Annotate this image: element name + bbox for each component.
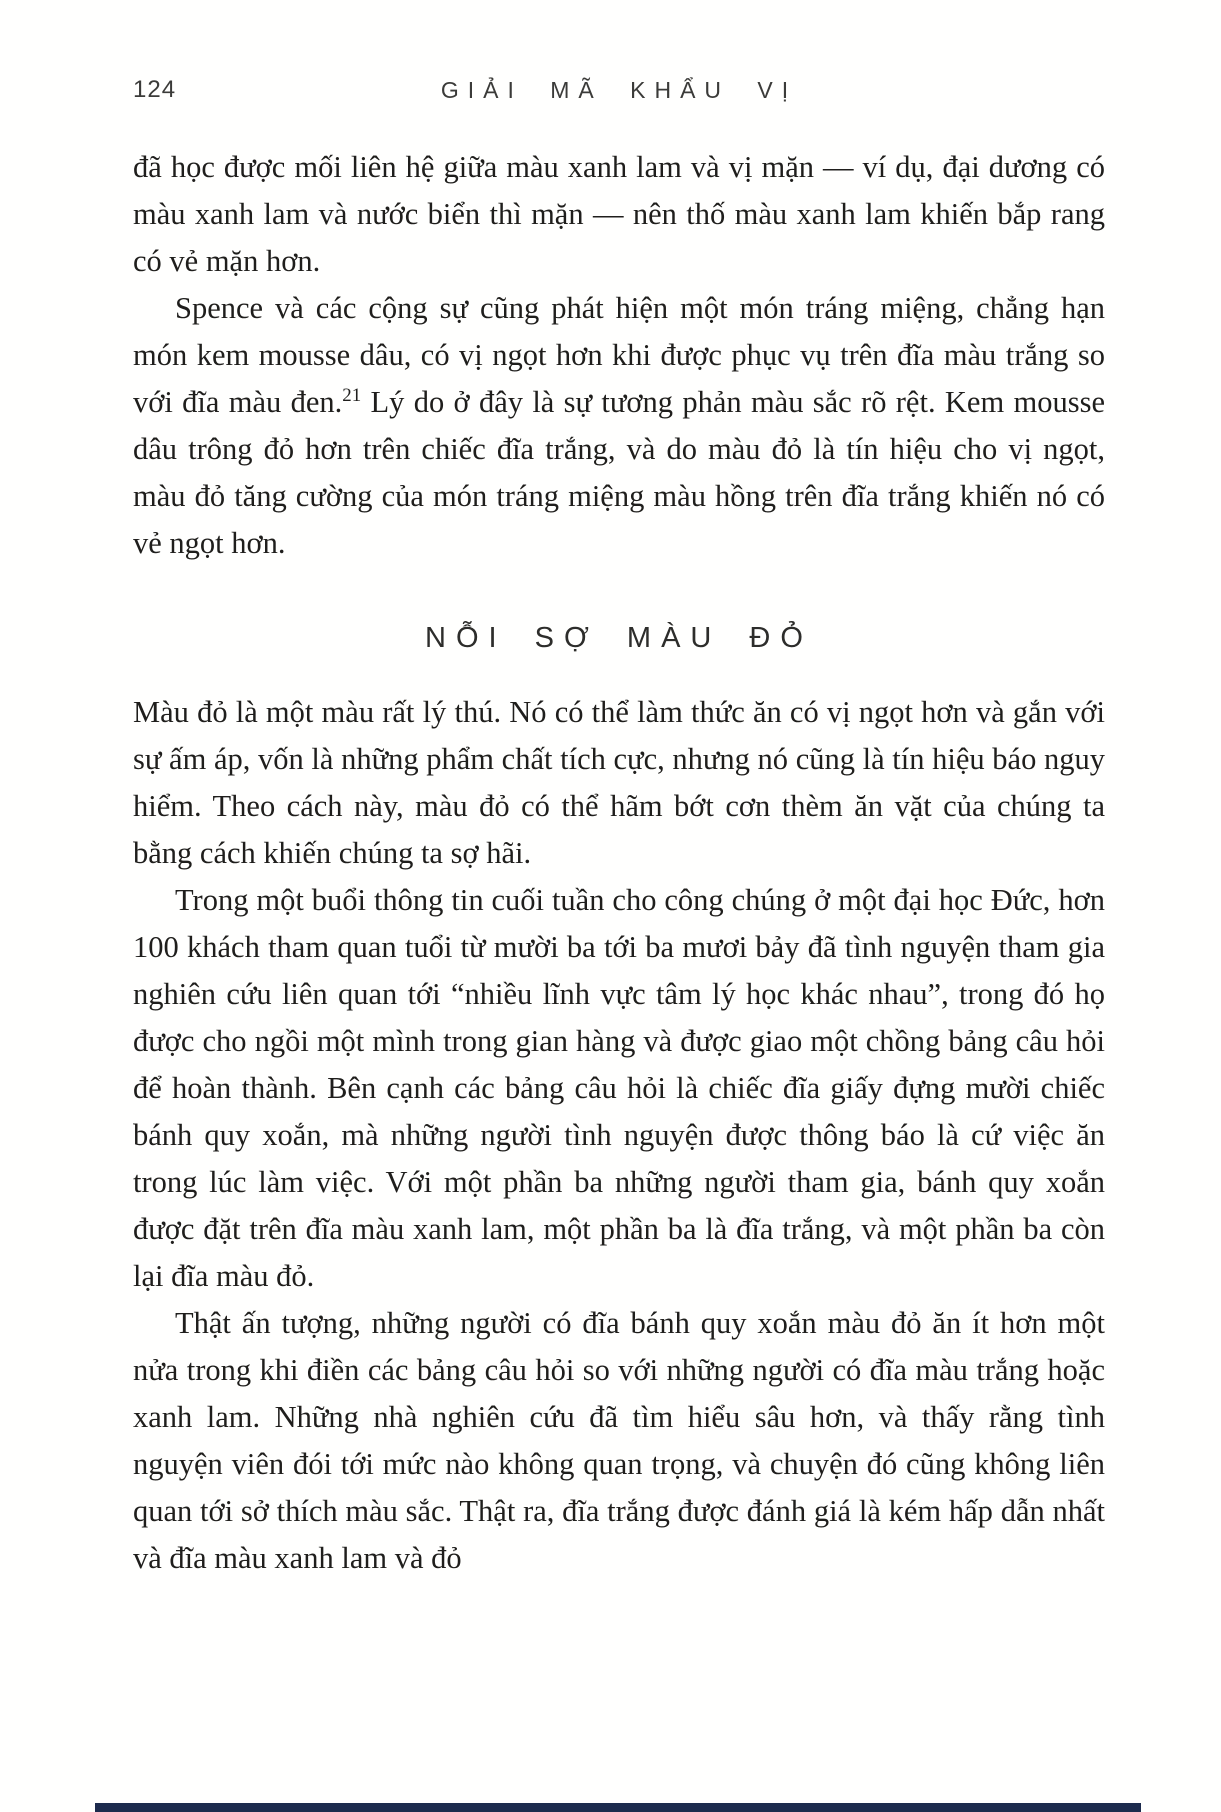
section-heading: NỖI SỢ MÀU ĐỎ: [425, 622, 813, 654]
paragraph-text: Lý do ở đây là sự tương phản màu sắc rõ rệt. Kem mousse dâu trông đỏ hơn trên chiếc đĩa trắng, và do màu đỏ là tín hiệu cho vị ngọt, màu đỏ tăng cường của món tráng miệng màu hồng trên đĩa trắng khiến nó có vẻ ngọt hơn.: [133, 385, 1105, 560]
paragraph: Trong một buổi thông tin cuối tuần cho công chúng ở một đại học Đức, hơn 100 khách tham quan tuổi từ mười ba tới ba mươi bảy đã tình nguyện tham gia nghiên cứu liên quan tới “nhiều lĩnh vực tâm lý học khác nhau”, trong đó họ được cho ngồi một mình trong gian hàng và được giao một chồng bảng câu hỏi để hoàn thành. Bên cạnh các bảng câu hỏi là chiếc đĩa giấy đựng mười chiếc bánh quy xoắn, mà những người tình nguyện được thông báo là cứ việc ăn trong lúc làm việc. Với một phần ba những người tham gia, bánh quy xoắn được đặt trên đĩa màu xanh lam, một phần ba là đĩa trắng, và một phần ba còn lại đĩa màu đỏ.: [133, 883, 1105, 1293]
page-number: 124: [133, 76, 177, 103]
paragraph: Màu đỏ là một màu rất lý thú. Nó có thể làm thức ăn có vị ngọt hơn và gắn với sự ấm áp, vốn là những phẩm chất tích cực, nhưng nó cũng là tín hiệu báo nguy hiểm. Theo cách này, màu đỏ có thể hãm bớt cơn thèm ăn vặt của chúng ta bằng cách khiến chúng ta sợ hãi.: [133, 695, 1105, 870]
paragraph-continued: đã học được mối liên hệ giữa màu xanh lam và vị mặn — ví dụ, đại dương có màu xanh lam và nước biển thì mặn — nên thố màu xanh lam khiến bắp rang có vẻ mặn hơn.: [133, 150, 1105, 278]
page-header: [133, 76, 1105, 104]
paragraph: [133, 285, 1105, 567]
bottom-edge-bar: [95, 1803, 1141, 1812]
footnote-reference: 21: [342, 384, 362, 406]
text-block: [133, 0, 1105, 1582]
page-body: [133, 144, 1105, 1582]
running-title: GIẢI MÃ KHẨU VỊ: [440, 77, 798, 103]
paragraph-text: Spence và các cộng sự cũng phát hiện một món tráng miệng, chẳng hạn món kem mousse dâu, có vị ngọt hơn khi được phục vụ trên đĩa màu trắng so với đĩa màu đen.: [133, 291, 1105, 419]
paragraph-cutoff: Thật ấn tượng, những người có đĩa bánh quy xoắn màu đỏ ăn ít hơn một nửa trong khi điền các bảng câu hỏi so với những người có đĩa màu trắng hoặc xanh lam. Những nhà nghiên cứu đã tìm hiểu sâu hơn, và thấy rằng tình nguyện viên đói tới mức nào không quan trọng, và chuyện đó cũng không liên quan tới sở thích màu sắc. Thật ra, đĩa trắng được đánh giá là kém hấp dẫn nhất và đĩa màu xanh lam và đỏ: [133, 1306, 1105, 1575]
